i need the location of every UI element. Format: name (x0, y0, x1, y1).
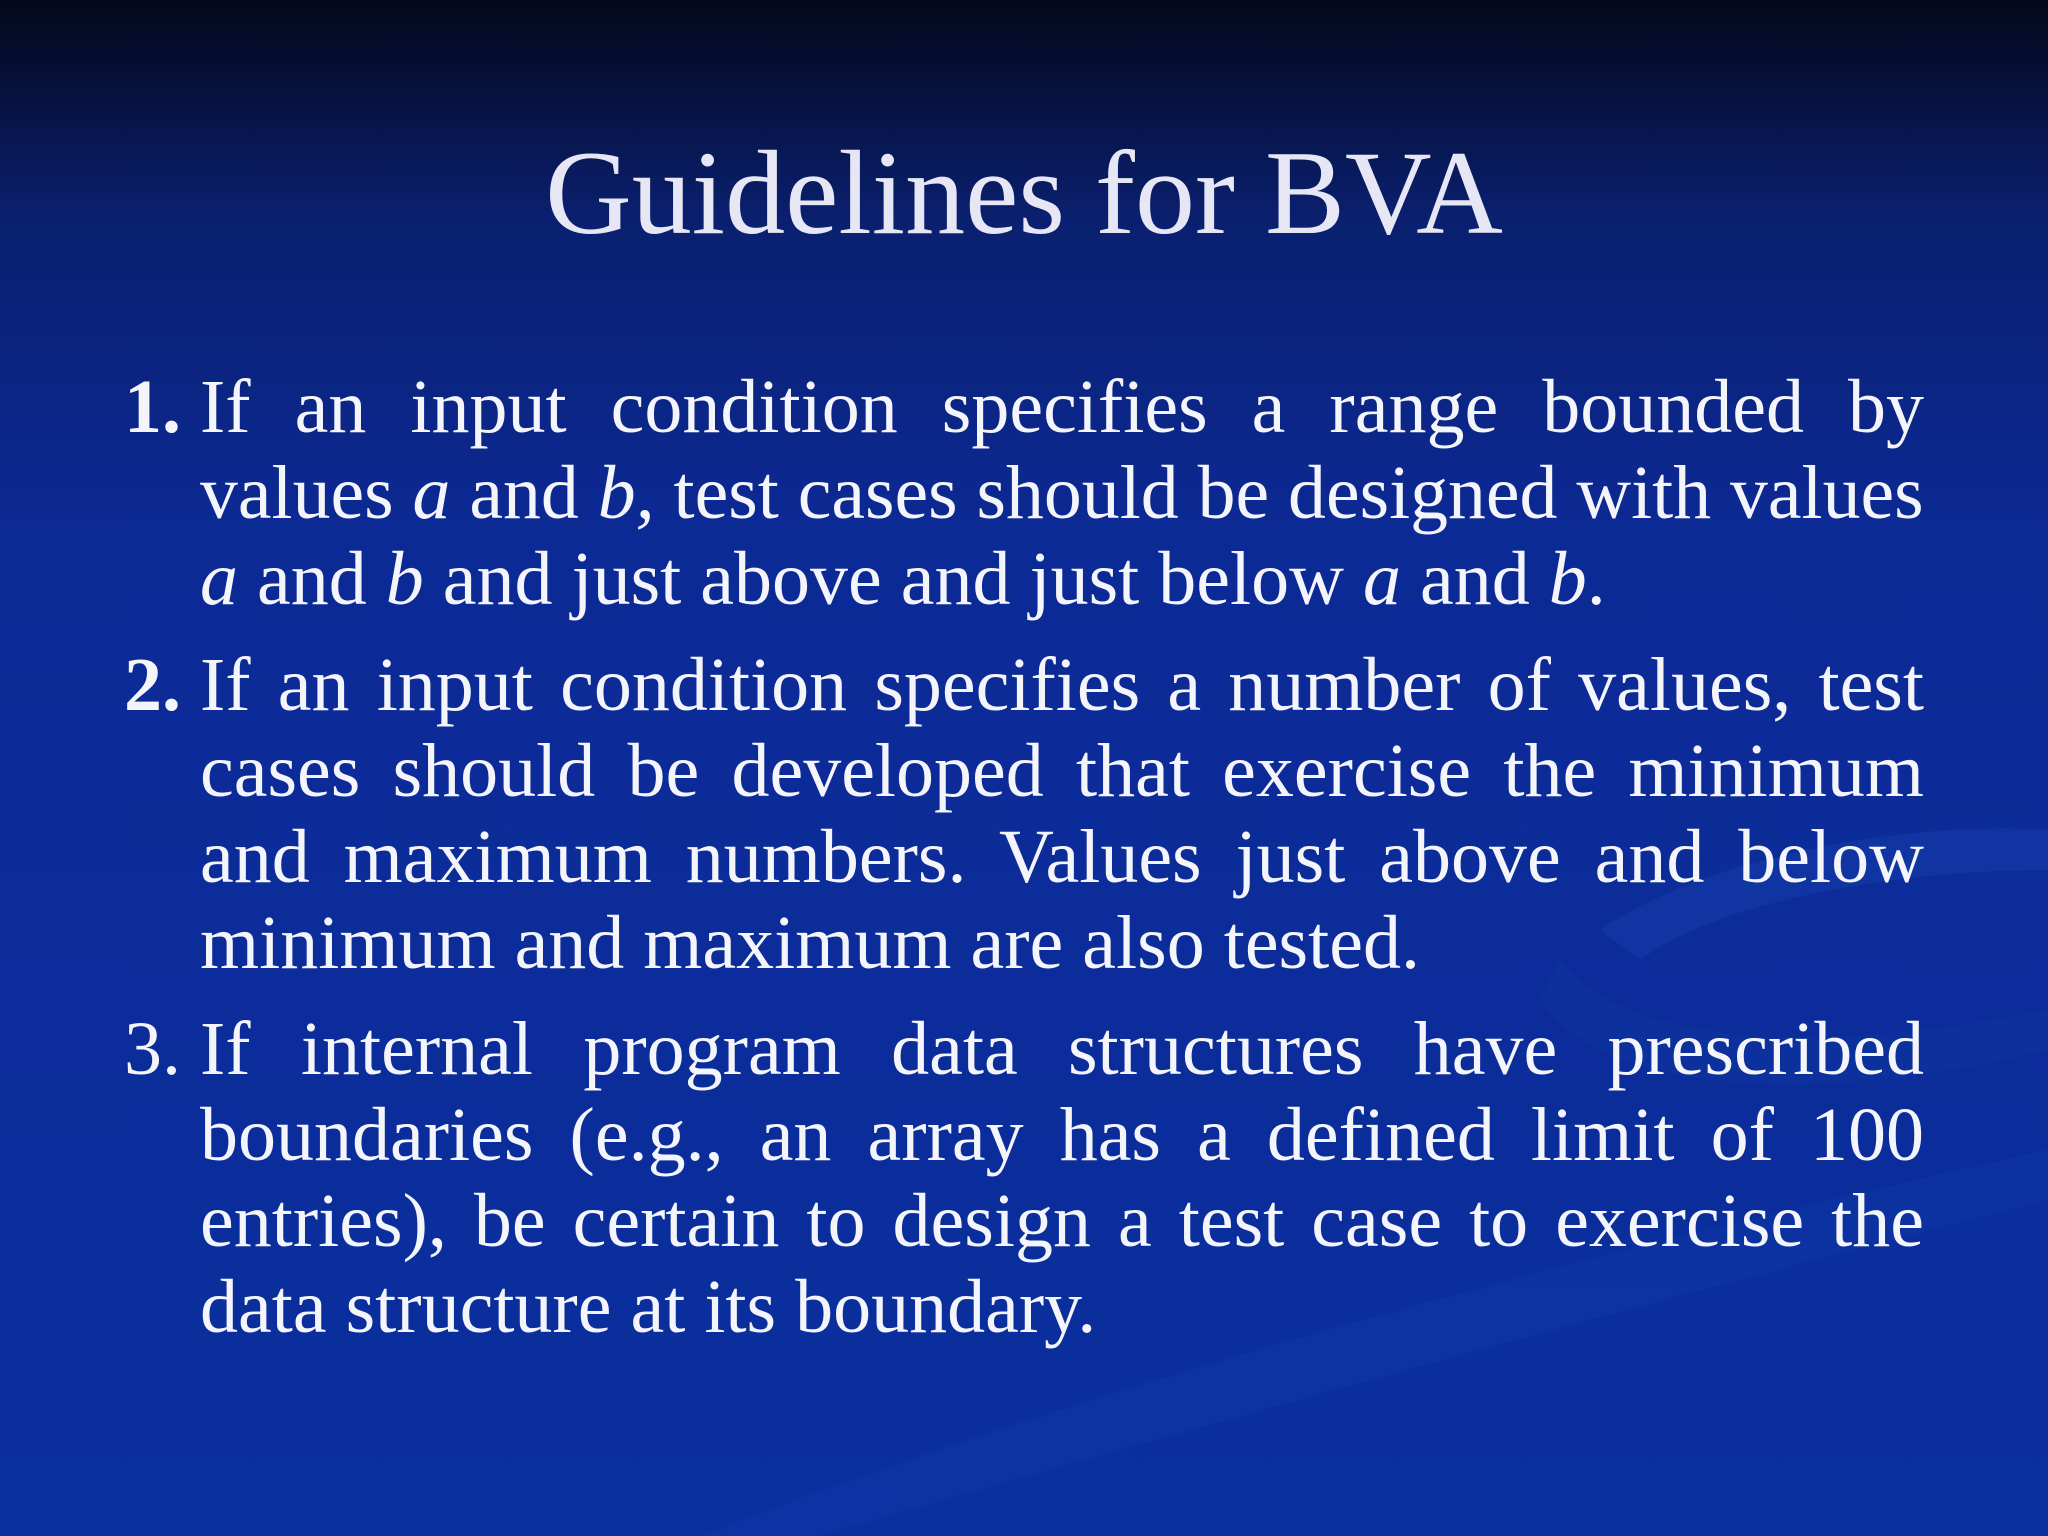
item-number: 2. (124, 643, 181, 727)
guideline-item (124, 1006, 1924, 1350)
text-segment: If an input condition specifies a range bounded by (200, 365, 1924, 449)
item-text-line (200, 642, 1924, 728)
item-number: 1. (124, 365, 181, 449)
guideline-item (124, 364, 1924, 622)
item-number: 3. (124, 1007, 181, 1091)
italic-variable: a (1363, 537, 1402, 621)
item-text-line (200, 450, 1924, 536)
text-segment: and (1401, 537, 1549, 621)
text-segment: boundaries (e.g., an array has a defined limit of 100 (200, 1093, 1924, 1177)
italic-variable: a (412, 451, 451, 535)
italic-variable: a (200, 537, 238, 621)
item-text-line (200, 814, 1924, 900)
text-segment: and (238, 537, 386, 621)
text-segment: test cases should be designed with values (654, 451, 1924, 535)
item-text-line (200, 1178, 1924, 1264)
text-segment: and (450, 451, 598, 535)
text-segment: data structure at its boundary. (200, 1265, 1097, 1349)
italic-variable: b, (597, 451, 655, 535)
guideline-list (124, 364, 1924, 1370)
item-text-line (200, 1264, 1924, 1350)
item-text-line (200, 536, 1924, 622)
item-text-line (200, 1006, 1924, 1092)
item-text-line (200, 728, 1924, 814)
item-text-line (200, 900, 1924, 986)
text-segment: . (1586, 537, 1606, 621)
text-segment: If an input condition specifies a number of values, test (200, 643, 1924, 727)
text-segment: minimum and maximum are also tested. (200, 901, 1420, 985)
text-segment: If internal program data structures have prescribed (200, 1007, 1924, 1091)
text-segment: values (200, 451, 413, 535)
text-segment: cases should be developed that exercise the minimum (200, 729, 1924, 813)
item-text-line (200, 1092, 1924, 1178)
item-text-line (200, 364, 1924, 450)
text-segment: and maximum numbers. Values just above and below (200, 815, 1924, 899)
italic-variable: b (1548, 537, 1587, 621)
slide-title: Guidelines for BVA (545, 126, 1503, 259)
italic-variable: b (385, 537, 424, 621)
text-segment: entries), be certain to design a test case to exercise the (200, 1179, 1924, 1263)
text-segment: and just above and just below (423, 537, 1364, 621)
guideline-item (124, 642, 1924, 986)
